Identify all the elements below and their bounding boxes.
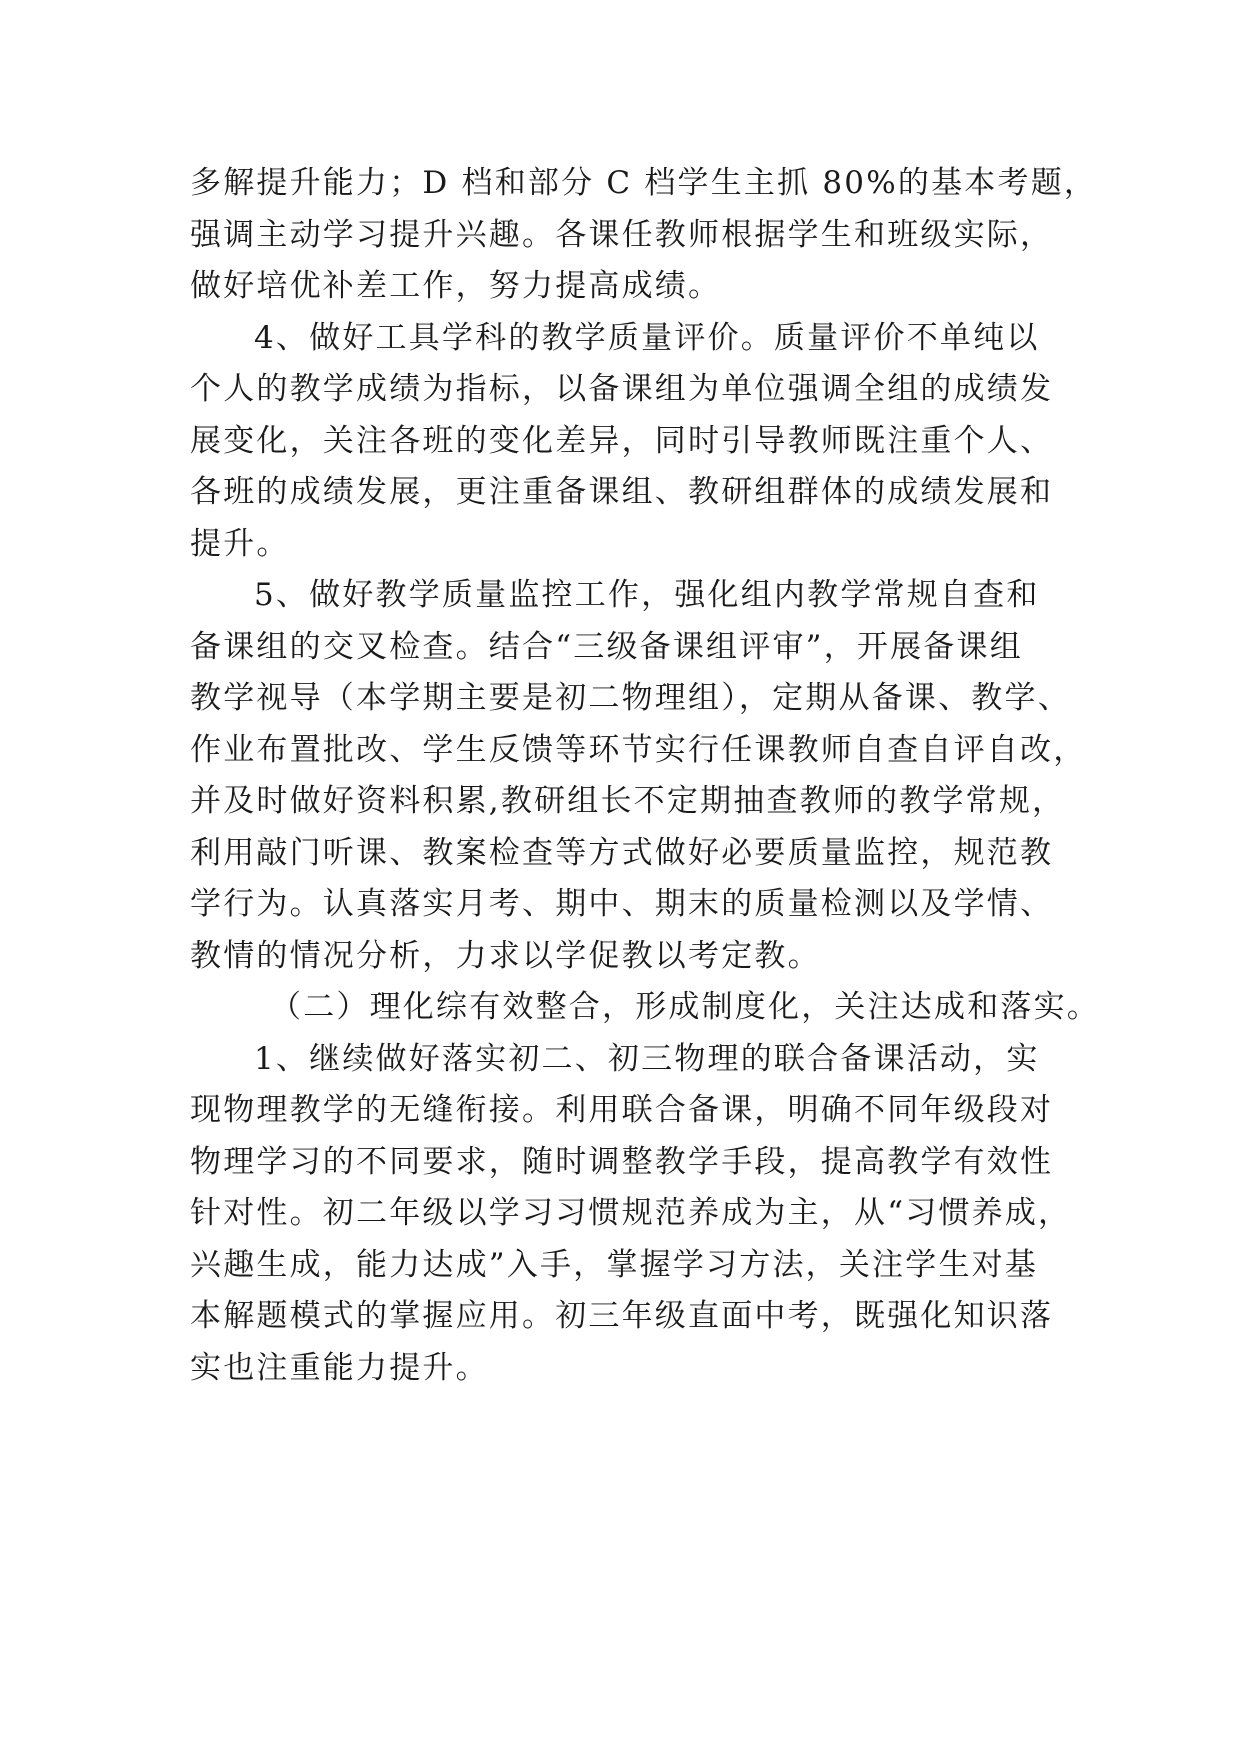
text-line: 现物理教学的无缝衔接。利用联合备课，明确不同年级段对 <box>190 1092 1054 1128</box>
text-line: 本解题模式的掌握应用。初三年级直面中考，既强化知识落 <box>190 1298 1054 1334</box>
text-line: 利用敲门听课、教案检查等方式做好必要质量监控，规范教 <box>190 834 1054 871</box>
text-line: 教情的情况分析，力求以学促教以考定教。 <box>190 937 821 974</box>
paragraph-4-first-line: 4、做好工具学科的教学质量评价。质量评价不单纯以 <box>254 319 1040 356</box>
text-line: 提升。 <box>190 525 290 562</box>
text-line: 兴趣生成，能力达成”入手，掌握学习方法，关注学生对基 <box>190 1246 1039 1283</box>
text-line: 并及时做好资料积累,教研组长不定期抽查教师的教学常规， <box>190 783 1066 819</box>
text-line: 备课组的交叉检查。结合“三级备课组评审”，开展备课组 <box>190 628 1023 665</box>
document-body <box>190 158 1100 1394</box>
section-heading: （二）理化综有效整合，形成制度化，关注达成和落实。 <box>270 989 1100 1025</box>
paragraph-5-first-line: 5、做好教学质量监控工作，强化组内教学常规自查和 <box>254 577 1040 613</box>
text-line: 强调主动学习提升兴趣。各课任教师根据学生和班级实际， <box>190 216 1054 253</box>
text-line: 各班的成绩发展，更注重备课组、教研组群体的成绩发展和 <box>190 474 1054 510</box>
text-line: 学行为。认真落实月考、期中、期末的质量检测以及学情、 <box>190 886 1054 922</box>
text-line: 物理学习的不同要求，随时调整教学手段，提高教学有效性 <box>190 1143 1054 1180</box>
text-line: 做好培优补差工作，努力提高成绩。 <box>190 268 722 304</box>
paragraph-1-first-line: 1、继续做好落实初二、初三物理的联合备课活动，实 <box>254 1040 1040 1077</box>
text-line: 实也注重能力提升。 <box>190 1349 489 1386</box>
text-line: 作业布置批改、学生反馈等环节实行任课教师自查自评自改， <box>190 731 1087 768</box>
text-line: 教学视导（本学期主要是初二物理组），定期从备课、教学、 <box>190 680 1071 716</box>
text-line: 个人的教学成绩为指标，以备课组为单位强调全组的成绩发 <box>190 371 1054 407</box>
text-line: 多解提升能力；D 档和部分 C 档学生主抓 80%的基本考题， <box>190 165 1098 201</box>
text-line: 展变化，关注各班的变化差异，同时引导教师既注重个人、 <box>190 422 1054 459</box>
text-line: 针对性。初二年级以学习习惯规范养成为主，从“习惯养成， <box>190 1195 1072 1231</box>
